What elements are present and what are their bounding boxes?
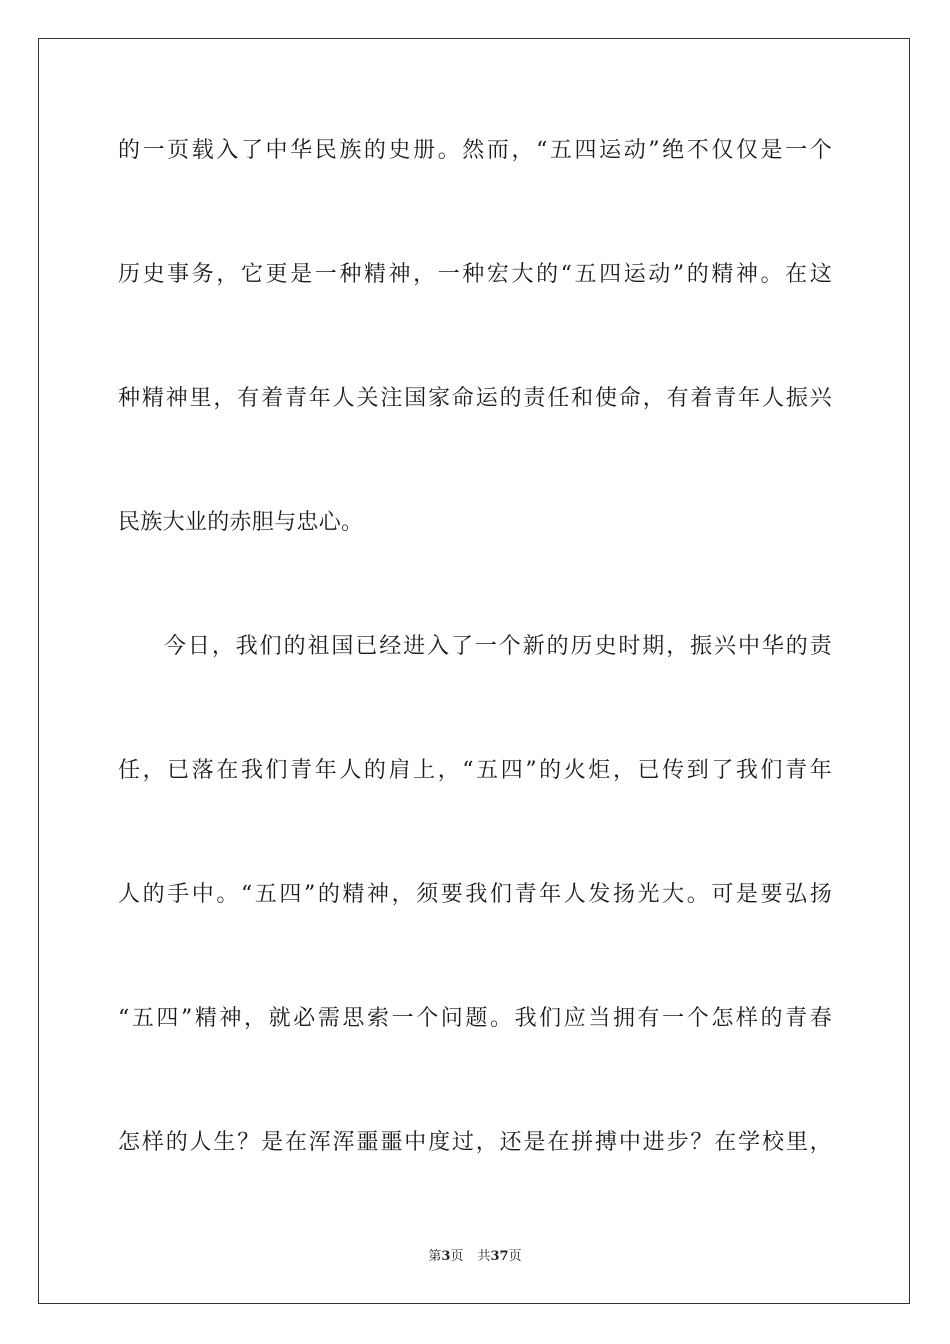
footer-total-number: 37 <box>490 1249 509 1264</box>
text-line-4: 民族大业的赤胆与忠心。 <box>118 510 364 535</box>
text-line-7: 人的手中。“五四”的精神，须要我们青年人发扬光大。可是要弘扬 <box>118 882 832 907</box>
text-line-6: 任，已落在我们青年人的肩上，“五四”的火炬，已传到了我们青年 <box>118 758 832 783</box>
footer-page-suffix: 页 <box>450 1249 464 1264</box>
text-line-1: 的一页载入了中华民族的史册。然而，“五四运动”绝不仅仅是一个 <box>118 138 832 163</box>
text-line-8: “五四”精神，就必需思索一个问题。我们应当拥有一个怎样的青春 <box>118 1006 832 1031</box>
paragraph-2-line-1: 今日，我们的祖国已经进入了一个新的历史时期，振兴中华的责 <box>164 634 832 659</box>
footer-total-prefix: 共 <box>477 1249 491 1264</box>
footer-page-number: 3 <box>441 1249 451 1264</box>
text-line-2: 历史事务，它更是一种精神，一种宏大的“五四运动”的精神。在这 <box>118 262 832 287</box>
page-footer <box>0 1248 950 1266</box>
footer-page-prefix: 第 <box>428 1249 442 1264</box>
text-line-3: 种精神里，有着青年人关注国家命运的责任和使命，有着青年人振兴 <box>118 386 832 411</box>
text-line-9: 怎样的人生？是在浑浑噩噩中度过，还是在拼搏中进步？在学校里， <box>118 1130 832 1155</box>
footer-total-suffix: 页 <box>508 1249 522 1264</box>
page-border <box>38 38 910 1304</box>
